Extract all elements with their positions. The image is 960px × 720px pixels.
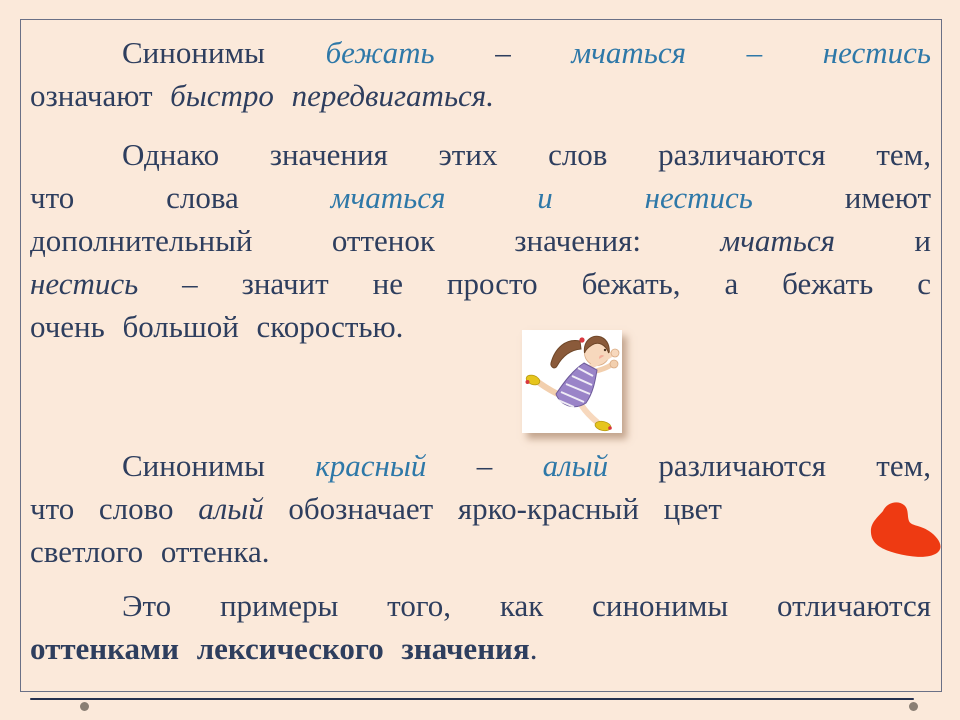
text-segment-normal: что слова (30, 180, 331, 215)
slide-text (30, 20, 931, 691)
text-segment-normal: имеют (844, 180, 931, 215)
text-segment-blue-italic: бежать (325, 35, 496, 70)
text-segment-normal: а бежать с (724, 266, 931, 301)
text-segment-normal: Это примеры того, как синонимы отличаются (122, 588, 931, 623)
text-line (30, 530, 931, 573)
text-line (30, 133, 931, 176)
text-segment-blue-italic: и (537, 180, 645, 215)
text-segment-dark-italic: алый (198, 491, 289, 526)
text-line (30, 444, 931, 487)
bottom-divider-line (30, 698, 914, 700)
text-segment-normal: и (914, 223, 931, 258)
text-segment-blue-italic: мчаться (571, 35, 747, 70)
text-line (30, 584, 931, 627)
text-line (30, 262, 931, 305)
text-segment-blue-italic: алый (542, 448, 659, 483)
red-color-blob (867, 499, 947, 561)
text-segment-normal: – (476, 448, 543, 483)
text-segment-normal: – (495, 35, 572, 70)
text-segment-dark-italic: быстро передвигаться. (170, 78, 494, 113)
running-girl-illustration (522, 330, 622, 433)
text-line (30, 305, 931, 348)
text-segment-normal: Однако значения этих слов различаются тем, (122, 137, 931, 172)
content-border-box (20, 19, 942, 692)
text-line (30, 74, 931, 117)
text-segment-dark-italic: нестись (30, 266, 183, 301)
running-girl-image (522, 330, 622, 433)
text-segment-normal: . (529, 631, 538, 666)
text-segment-dark-italic: мчаться (720, 223, 915, 258)
text-segment-bold: оттенками лексического значения (30, 631, 530, 666)
text-segment-normal: означают (30, 78, 171, 113)
text-line (30, 627, 931, 670)
paragraph-synonyms-red (30, 444, 931, 573)
text-segment-blue-italic: – (746, 35, 823, 70)
text-segment-normal: обозначает ярко-красный цвет (288, 491, 722, 526)
text-line (30, 31, 931, 74)
paragraph-meaning-difference (30, 133, 931, 348)
decorative-dot-right (909, 702, 918, 711)
text-segment-normal: светлого оттенка. (30, 534, 270, 569)
paragraph-synonyms-run (30, 31, 931, 117)
decorative-dot-left (80, 702, 89, 711)
text-segment-normal: – значит не просто бежать, (182, 266, 725, 301)
text-segment-blue-italic: красный (315, 448, 477, 483)
text-line (30, 487, 722, 530)
text-segment-blue-italic: нестись (644, 180, 845, 215)
text-segment-normal: дополнительный оттенок значения: (30, 223, 721, 258)
text-segment-normal: Синонимы (122, 448, 316, 483)
paragraph-conclusion (30, 584, 931, 670)
text-segment-blue-italic: мчаться (330, 180, 538, 215)
text-segment-normal: очень большой скоростью. (30, 309, 404, 344)
text-segment-blue-italic: нестись (822, 35, 932, 70)
text-segment-normal: что слово (30, 491, 199, 526)
text-segment-normal: Синонимы (122, 35, 326, 70)
text-segment-normal: различаются тем, (658, 448, 931, 483)
text-line (30, 176, 931, 219)
text-line (30, 219, 931, 262)
